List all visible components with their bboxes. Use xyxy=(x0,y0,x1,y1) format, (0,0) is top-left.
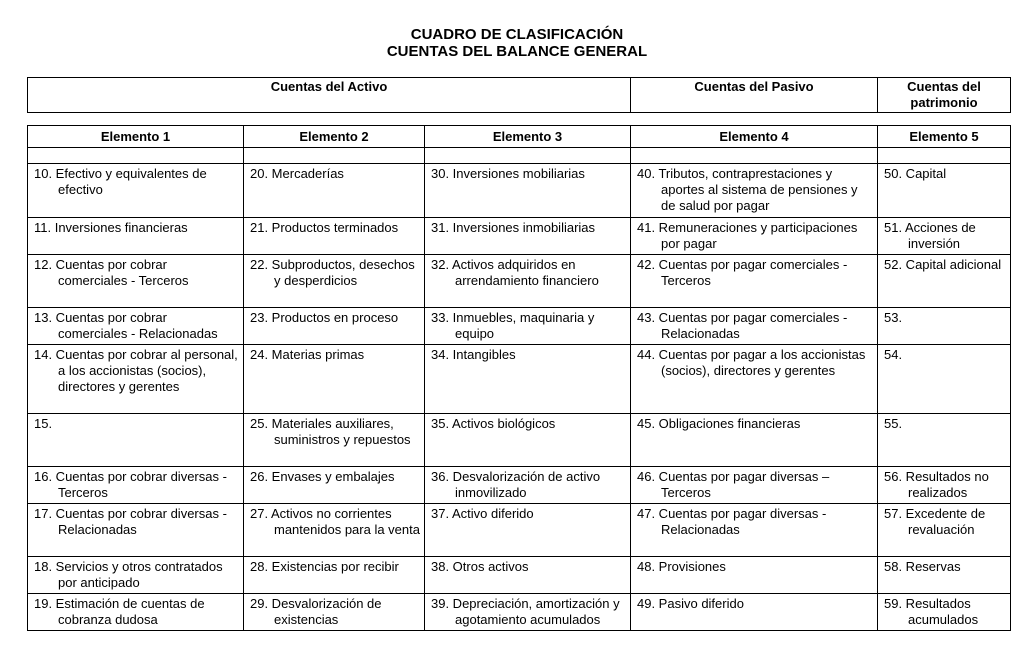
account-entry: 48. Provisiones xyxy=(637,559,726,574)
account-entry: 31. Inversiones inmobiliarias xyxy=(431,220,596,235)
table-cell xyxy=(425,218,631,255)
account-entry: 56. Resultados no realizados xyxy=(884,469,989,500)
account-entry: 17. Cuentas por cobrar diversas - Relacionadas xyxy=(34,506,227,537)
account-entry: 58. Reservas xyxy=(884,559,961,574)
account-entry: 54. xyxy=(884,347,903,362)
table-cell xyxy=(28,255,244,308)
account-entry: 18. Servicios y otros contratados por anticipado xyxy=(34,559,223,590)
table-cell xyxy=(631,467,878,504)
table-cell xyxy=(244,164,425,218)
account-entry: 44. Cuentas por pagar a los accionistas (socios), directores y gerentes xyxy=(637,347,866,378)
account-entry: 41. Remuneraciones y participaciones por pagar xyxy=(637,220,858,251)
title-line-2: CUENTAS DEL BALANCE GENERAL xyxy=(386,43,648,60)
table-cell xyxy=(425,308,631,345)
table-cell xyxy=(244,467,425,504)
table-cell xyxy=(631,308,878,345)
table-cell xyxy=(425,345,631,414)
table-cell xyxy=(631,504,878,557)
account-entry: 40. Tributos, contraprestaciones y aportes al sistema de pensiones y de salud por pagar xyxy=(637,166,858,213)
table-cell xyxy=(878,557,1011,594)
account-entry: 46. Cuentas por pagar diversas – Terceros xyxy=(637,469,830,500)
group-patrimonio: Cuentas del patrimonio xyxy=(878,78,1011,113)
table-cell xyxy=(631,255,878,308)
account-entry: 25. Materiales auxiliares, suministros y repuestos xyxy=(250,416,411,447)
table-cell xyxy=(878,414,1011,467)
table-cell xyxy=(244,345,425,414)
account-entry: 35. Activos biológicos xyxy=(431,416,556,431)
table-cell xyxy=(244,218,425,255)
group-pasivo: Cuentas del Pasivo xyxy=(631,78,878,113)
table-cell xyxy=(878,218,1011,255)
account-entry: 38. Otros activos xyxy=(431,559,529,574)
header-elemento-3: Elemento 3 xyxy=(425,126,631,148)
table-cell xyxy=(878,255,1011,308)
account-entry: 22. Subproductos, desechos y desperdicios xyxy=(250,257,415,288)
account-entry: 13. Cuentas por cobrar comerciales - Relacionadas xyxy=(34,310,218,341)
table-cell xyxy=(425,594,631,631)
table-cell xyxy=(631,557,878,594)
table-cell xyxy=(425,557,631,594)
account-entry: 28. Existencias por recibir xyxy=(250,559,399,574)
table-cell xyxy=(244,557,425,594)
account-entry: 49. Pasivo diferido xyxy=(637,596,744,611)
table-cell xyxy=(28,504,244,557)
table-cell xyxy=(425,414,631,467)
table-cell xyxy=(878,164,1011,218)
account-entry: 34. Intangibles xyxy=(431,347,516,362)
table-cell xyxy=(28,218,244,255)
table-cell xyxy=(425,255,631,308)
account-entry: 53. xyxy=(884,310,903,325)
header-elemento-1: Elemento 1 xyxy=(28,126,244,148)
account-entry: 11. Inversiones financieras xyxy=(34,220,188,235)
account-entry: 32. Activos adquiridos en arrendamiento financiero xyxy=(431,257,599,288)
table-row xyxy=(28,345,1011,414)
account-entry: 36. Desvalorización de activo inmovilizado xyxy=(431,469,601,500)
table-cell xyxy=(878,345,1011,414)
table-cell xyxy=(425,467,631,504)
table-row xyxy=(28,308,1011,345)
table-cell xyxy=(878,594,1011,631)
table-row xyxy=(28,414,1011,467)
title-line-1: CUADRO DE CLASIFICACIÓN xyxy=(410,26,624,43)
account-entry: 55. xyxy=(884,416,903,431)
table-row xyxy=(28,164,1011,218)
account-entry: 51. Acciones de inversión xyxy=(884,220,976,251)
account-entry: 16. Cuentas por cobrar diversas - Terceros xyxy=(34,469,227,500)
account-groups-table xyxy=(27,77,1011,113)
table-cell xyxy=(631,345,878,414)
table-cell xyxy=(878,467,1011,504)
account-entry: 37. Activo diferido xyxy=(431,506,534,521)
header-elemento-4: Elemento 4 xyxy=(631,126,878,148)
table-cell xyxy=(631,594,878,631)
account-entry: 12. Cuentas por cobrar comerciales - Terceros xyxy=(34,257,189,288)
account-entry: 50. Capital xyxy=(884,166,947,181)
table-row xyxy=(28,504,1011,557)
header-elemento-5: Elemento 5 xyxy=(878,126,1011,148)
account-entry: 29. Desvalorización de existencias xyxy=(250,596,382,627)
account-entry: 47. Cuentas por pagar diversas - Relacionadas xyxy=(637,506,827,537)
table-cell xyxy=(244,504,425,557)
table-cell xyxy=(425,164,631,218)
account-entry: 39. Depreciación, amortización y agotamiento acumulados xyxy=(431,596,620,627)
account-entry: 23. Productos en proceso xyxy=(250,310,399,325)
classification-table xyxy=(27,125,1011,631)
table-row xyxy=(28,594,1011,631)
table-row xyxy=(28,218,1011,255)
account-entry: 42. Cuentas por pagar comerciales - Terceros xyxy=(637,257,848,288)
table-cell xyxy=(631,414,878,467)
table-cell xyxy=(28,557,244,594)
account-entry: 20. Mercaderías xyxy=(250,166,344,181)
account-entry: 43. Cuentas por pagar comerciales - Relacionadas xyxy=(637,310,848,341)
table-cell xyxy=(878,504,1011,557)
table-cell xyxy=(28,414,244,467)
table-cell xyxy=(244,255,425,308)
account-entry: 15. xyxy=(34,416,53,431)
table-cell xyxy=(425,504,631,557)
table-cell xyxy=(878,308,1011,345)
account-entry: 30. Inversiones mobiliarias xyxy=(431,166,585,181)
account-entry: 45. Obligaciones financieras xyxy=(637,416,801,431)
group-activo: Cuentas del Activo xyxy=(28,78,631,113)
account-entry: 52. Capital adicional xyxy=(884,257,1002,272)
account-entry: 10. Efectivo y equivalentes de efectivo xyxy=(34,166,207,197)
table-cell xyxy=(244,414,425,467)
account-entry: 26. Envases y embalajes xyxy=(250,469,395,484)
account-entry: 59. Resultados acumulados xyxy=(884,596,979,627)
table-cell xyxy=(244,308,425,345)
table-cell xyxy=(631,164,878,218)
table-cell xyxy=(28,345,244,414)
account-entry: 19. Estimación de cuentas de cobranza dudosa xyxy=(34,596,205,627)
account-entry: 21. Productos terminados xyxy=(250,220,399,235)
table-row xyxy=(28,557,1011,594)
table-cell xyxy=(28,467,244,504)
account-entry: 57. Excedente de revaluación xyxy=(884,506,986,537)
table-cell xyxy=(244,594,425,631)
table-row xyxy=(28,467,1011,504)
account-entry: 27. Activos no corrientes mantenidos para la venta xyxy=(250,506,420,537)
table-row xyxy=(28,255,1011,308)
header-elemento-2: Elemento 2 xyxy=(244,126,425,148)
table-cell xyxy=(28,164,244,218)
account-entry: 14. Cuentas por cobrar al personal, a los accionistas (socios), directores y gerentes xyxy=(34,347,238,394)
account-entry: 33. Inmuebles, maquinaria y equipo xyxy=(431,310,595,341)
table-cell xyxy=(631,218,878,255)
table-cell xyxy=(28,594,244,631)
account-entry: 24. Materias primas xyxy=(250,347,365,362)
table-cell xyxy=(28,308,244,345)
document-title xyxy=(0,26,1034,60)
